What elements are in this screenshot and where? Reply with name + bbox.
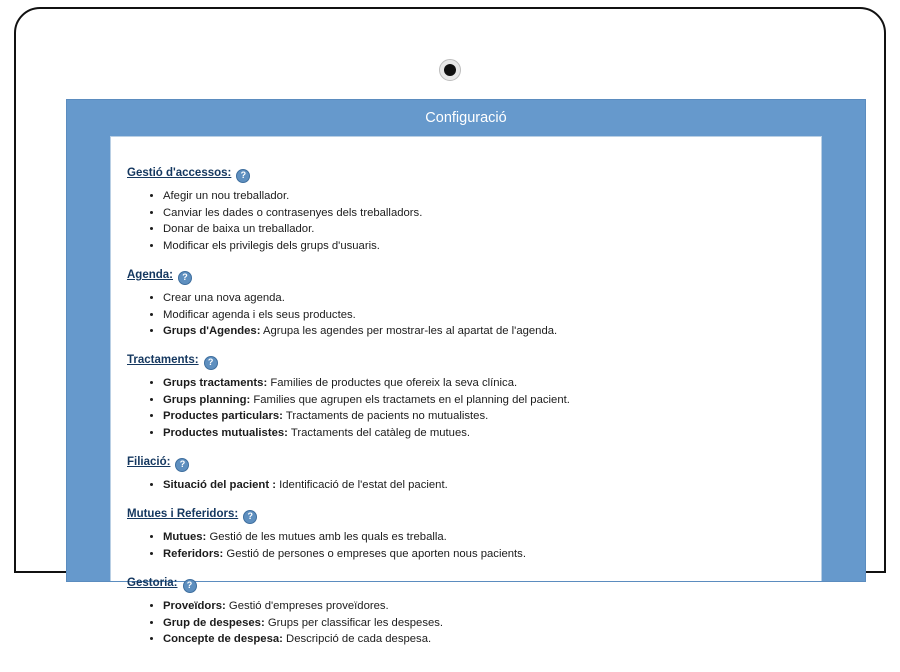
list-item bbox=[163, 478, 801, 492]
section-list bbox=[127, 291, 801, 338]
list-item-text: Grups per classificar les despeses. bbox=[264, 616, 444, 629]
list-item bbox=[163, 547, 801, 561]
list-item-term: Situació del pacient : bbox=[163, 479, 276, 492]
list-item-term: Productes mutualistes: bbox=[163, 427, 288, 440]
list-item-text: Tractaments del catàleg de mutues. bbox=[287, 427, 471, 440]
list-item-term: Productes particulars: bbox=[163, 410, 283, 423]
list-item bbox=[163, 324, 801, 338]
list-item bbox=[163, 206, 801, 220]
help-icon[interactable]: ? bbox=[175, 458, 189, 472]
application-window bbox=[66, 99, 866, 646]
section-header bbox=[127, 354, 801, 370]
help-section bbox=[127, 456, 801, 492]
section-list bbox=[127, 599, 801, 646]
help-section bbox=[127, 269, 801, 338]
list-item bbox=[163, 189, 801, 203]
help-section bbox=[127, 508, 801, 561]
list-item bbox=[163, 632, 801, 646]
list-item-term: Proveïdors: bbox=[163, 600, 226, 613]
list-item-text: Crear una nova agenda. bbox=[163, 291, 285, 304]
list-item-text: Identificació de l'estat del pacient. bbox=[276, 479, 448, 492]
help-icon[interactable]: ? bbox=[236, 169, 250, 183]
section-title: Gestoria: bbox=[127, 577, 178, 590]
list-item bbox=[163, 308, 801, 322]
help-section bbox=[127, 167, 801, 253]
list-item-text: Agrupa les agendes per mostrar-les al apartat de l'agenda. bbox=[260, 325, 558, 338]
list-item-term: Grup de despeses: bbox=[163, 616, 265, 629]
list-item bbox=[163, 291, 801, 305]
list-item-term: Mutues: bbox=[163, 531, 207, 544]
list-item-text: Families de productes que ofereix la seva clínica. bbox=[267, 377, 518, 390]
section-title: Gestió d'accessos: bbox=[127, 167, 232, 179]
help-section bbox=[127, 577, 801, 646]
section-title: Filiació: bbox=[127, 456, 171, 469]
webcam-lens bbox=[444, 64, 456, 76]
list-item-text: Tractaments de pacients no mutualistes. bbox=[282, 410, 489, 423]
list-item-text: Afegir un nou treballador. bbox=[163, 190, 290, 202]
section-title: Tractaments: bbox=[127, 354, 199, 367]
webcam-icon bbox=[439, 59, 461, 81]
list-item bbox=[163, 599, 801, 613]
content-panel bbox=[110, 136, 822, 646]
list-item-term: Grups planning: bbox=[163, 393, 251, 406]
list-item-term: Concepte de despesa: bbox=[163, 633, 283, 646]
section-header bbox=[127, 167, 801, 183]
list-item-text: Families que agrupen els tractamets en el planning del pacient. bbox=[250, 393, 570, 406]
list-item-text: Descripció de cada despesa. bbox=[282, 633, 432, 646]
list-item-term: Referidors: bbox=[163, 547, 224, 560]
list-item-term: Grups tractaments: bbox=[163, 377, 268, 390]
help-document bbox=[111, 137, 821, 672]
help-icon[interactable]: ? bbox=[204, 356, 218, 370]
list-item bbox=[163, 222, 801, 236]
list-item bbox=[163, 376, 801, 390]
list-item-text: Gestió de persones o empreses que aporten nous pacients. bbox=[223, 547, 526, 560]
list-item bbox=[163, 239, 801, 253]
list-item bbox=[163, 393, 801, 407]
section-list bbox=[127, 376, 801, 440]
section-title: Agenda: bbox=[127, 268, 173, 281]
section-header bbox=[127, 456, 801, 472]
help-section bbox=[127, 354, 801, 440]
list-item-text: Modificar els privilegis dels grups d'usuaris. bbox=[163, 239, 380, 252]
section-header bbox=[127, 577, 801, 593]
section-title: Mutues i Referidors: bbox=[127, 508, 239, 521]
window-title: Configuració bbox=[425, 110, 507, 126]
help-icon[interactable]: ? bbox=[178, 271, 192, 285]
laptop-frame bbox=[14, 7, 886, 646]
list-item bbox=[163, 616, 801, 630]
help-icon[interactable]: ? bbox=[183, 579, 197, 593]
list-item-text: Modificar agenda i els seus productes. bbox=[163, 308, 356, 321]
list-item-text: Gestió d'empreses proveïdores. bbox=[225, 600, 389, 613]
list-item-text: Gestió de les mutues amb les quals es treballa. bbox=[206, 531, 447, 544]
help-icon[interactable]: ? bbox=[243, 510, 257, 524]
list-item-text: Canviar les dades o contrasenyes dels treballadors. bbox=[163, 206, 423, 219]
list-item bbox=[163, 426, 801, 440]
section-header bbox=[127, 508, 801, 524]
list-item-text: Donar de baixa un treballador. bbox=[163, 223, 315, 236]
section-list bbox=[127, 189, 801, 253]
list-item-term: Grups d'Agendes: bbox=[163, 325, 261, 338]
list-item bbox=[163, 530, 801, 544]
section-list bbox=[127, 478, 801, 492]
section-header bbox=[127, 269, 801, 285]
list-item bbox=[163, 409, 801, 423]
section-list bbox=[127, 530, 801, 561]
